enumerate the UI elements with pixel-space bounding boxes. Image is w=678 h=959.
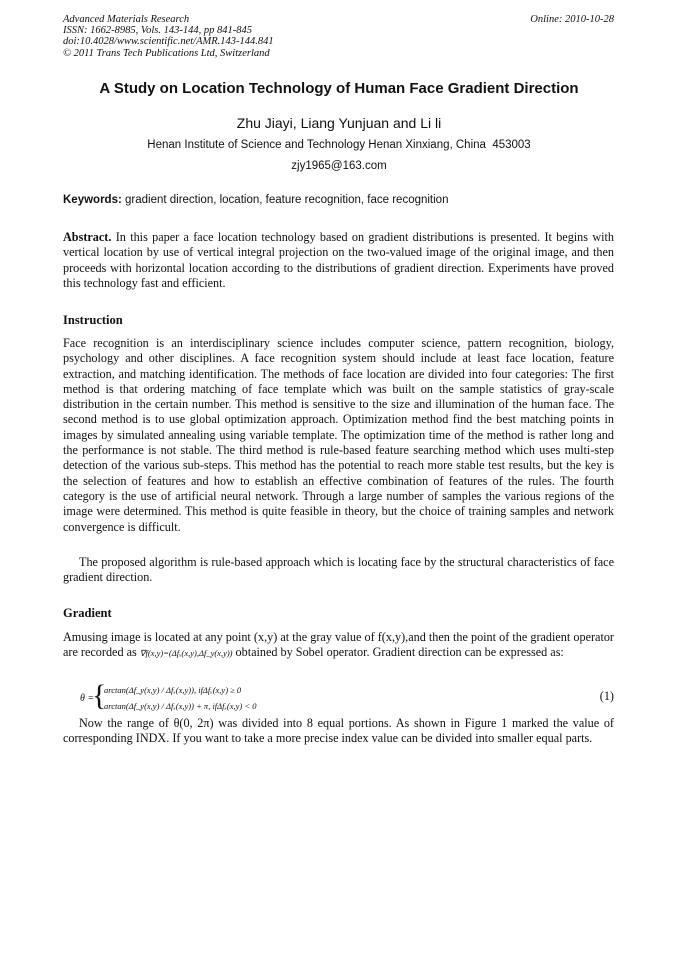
journal-header	[63, 14, 614, 59]
instruction-paragraph-2: The proposed algorithm is rule-based approach which is locating face by the structural characteristics of face gradient direction.	[63, 555, 614, 585]
gradient-text-b: obtained by Sobel operator. Gradient direction can be expressed as:	[235, 645, 564, 660]
keywords	[63, 194, 614, 206]
abstract-text: In this paper a face location technology based on gradient distributions is presented. It begins with vertical location by use of vertical integral projection on the two-valued image of the original image, and then proceeds with horizontal location according to the distributions of gradient direction. Experiments have proved this technology fast and efficient.	[63, 230, 615, 290]
abstract-label: Abstract.	[63, 230, 112, 244]
gradient-operator-math: ∇f(x,y)=(Δfₓ(x,y),Δf_y(x,y))	[139, 648, 233, 659]
equation-1	[80, 679, 614, 716]
instruction-paragraph-1: Face recognition is an interdisciplinary science includes computer science, pattern recognition, biology, psychology and other disciplines. A face recognition system should include at least face location, feature extraction, and matching identification. The methods of face location are divided into four categories: The first method is that ordering matching of face template which was built on the sample statistics of gray-scale distribution in the certain number. This method is sensitive to the size and illumination of the human face. The second method is to use global optimization approach. Optimization method find the best matching points in images by simulated annealing using variable template. The optimization time of the method is rather long and the performance is not stable. The third method is rule-based feature searching method which uses multi-step detection of the various sub-steps. This method has the potential to reach more stable test results, but the key is the selection of features and how to establish an effective combination of features of the rules. The fourth category is the use of artificial neural network. Through a large number of samples the various regions of the image were determined. This method is quite feasible in theory, but the choice of training samples and network convergence is difficult.	[63, 336, 614, 534]
abstract	[63, 230, 614, 291]
authors: Zhu Jiayi, Liang Yunjuan and Li li	[236, 115, 442, 131]
doi-line: doi:10.4028/www.scientific.net/AMR.143-144.841	[63, 36, 274, 48]
equation-case-2: arctan(Δf_y(x,y) / Δfₓ(x,y)) + π, ifΔfₓ(x,y) < 0	[104, 701, 257, 711]
equation-number: (1)	[599, 689, 614, 703]
issn-line: ISSN: 1662-8985, Vols. 143-144, pp 841-845	[63, 25, 252, 37]
left-brace: {	[92, 679, 107, 712]
online-date: Online: 2010-10-28	[530, 14, 614, 25]
gradient-paragraph-2: Now the range of θ(0, 2π) was divided into 8 equal portions. As shown in Figure 1 marked the value of corresponding INDX. If you want to take a more precise index value can be divided into smaller equal parts.	[63, 716, 614, 746]
section-heading-instruction: Instruction	[63, 313, 123, 327]
gradient-text-a: Amusing image is located at any point (x,y) at the gray value of f(x,y),and then the point of the gradient operator are recorded as	[63, 630, 614, 660]
author-email: zjy1965@163.com	[291, 160, 387, 172]
section-heading-gradient: Gradient	[63, 606, 112, 620]
affiliation: Henan Institute of Science and Technology Henan Xinxiang, China 453003	[147, 139, 531, 151]
keywords-label: Keywords:	[63, 194, 122, 206]
journal-name: Advanced Materials Research	[63, 14, 190, 25]
keywords-text: gradient direction, location, feature recognition, face recognition	[125, 194, 449, 206]
paper-title: A Study on Location Technology of Human Face Gradient Direction	[99, 80, 579, 97]
equation-case-1: arctan(Δf_y(x,y) / Δfₓ(x,y)), ifΔfₓ(x,y) ≥ 0	[104, 685, 242, 695]
gradient-paragraph-1	[63, 630, 614, 662]
equation-theta: θ =	[80, 693, 95, 704]
copyright-line: © 2011 Trans Tech Publications Ltd, Switzerland	[63, 47, 270, 59]
